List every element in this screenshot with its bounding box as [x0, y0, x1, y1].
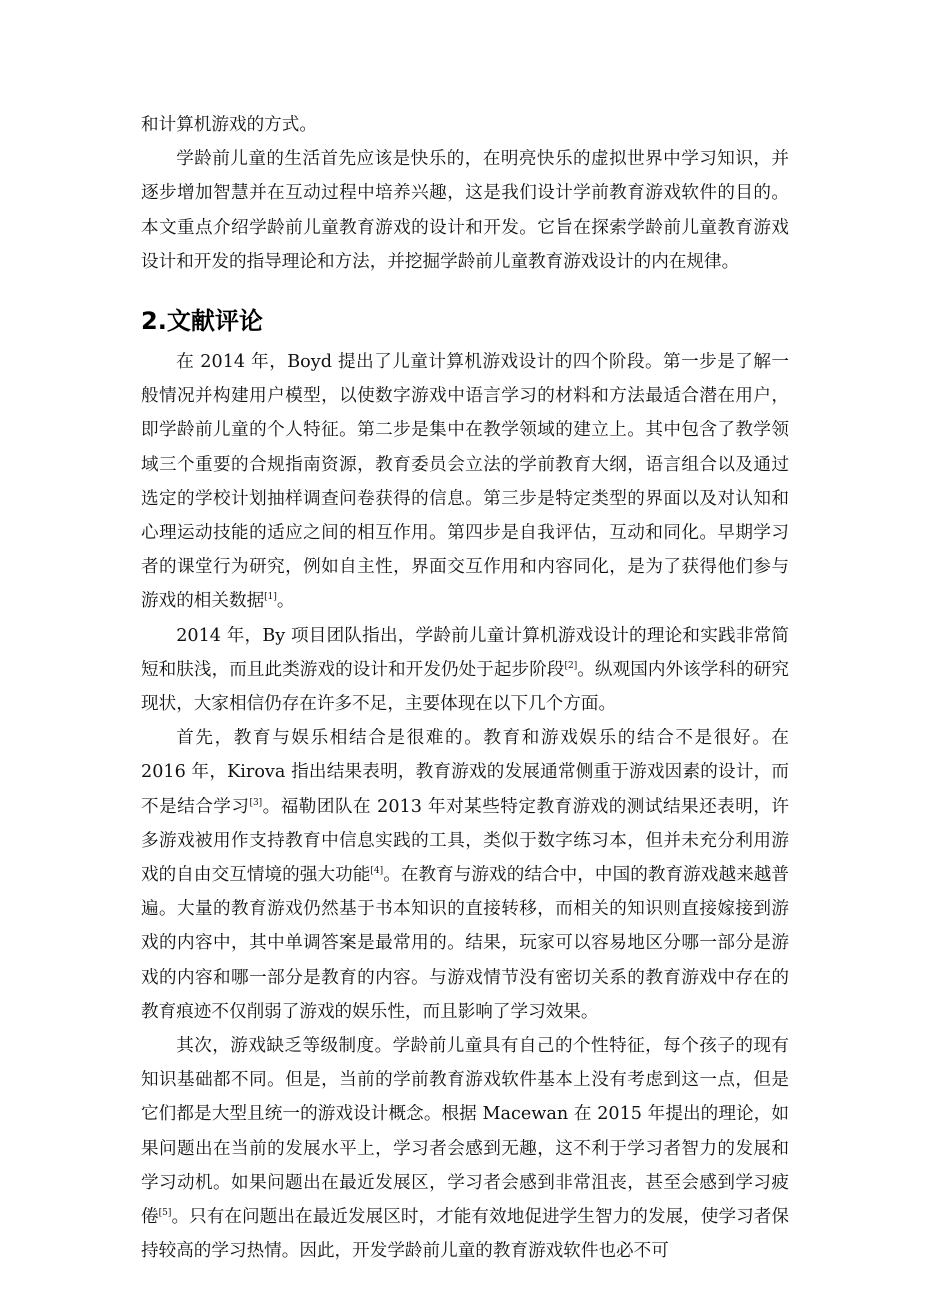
paragraph-boyd	[141, 345, 789, 619]
paragraph-text: 。福勒团队在 2013 年对某些特定教育游戏的测试结果还表明，许多游戏被用作支持教育中信息实践的工具，类似于数字练习本，但并未充分利用游戏的自由交互情境的强大功能	[141, 796, 789, 886]
citation-ref-5: [5]	[158, 1208, 172, 1219]
citation-ref-1: [1]	[264, 592, 277, 603]
citation-ref-2: [2]	[564, 660, 578, 671]
paragraph-text: 。只有在问题出在最近发展区时，才能有效地促进学生智力的发展，使学习者保持较高的学习热情。因此，开发学龄前儿童的教育游戏软件也必不可	[141, 1207, 789, 1262]
paragraph-intro: 学龄前儿童的生活首先应该是快乐的，在明亮快乐的虚拟世界中学习知识，并逐步增加智慧并在互动过程中培养兴趣，这是我们设计学前教育游戏软件的目的。本文重点介绍学龄前儿童教育游戏的设计和开发。它旨在探索学龄前儿童教育游戏设计和开发的指导理论和方法，并挖掘学龄前儿童教育游戏设计的内在规律。	[141, 149, 789, 272]
paragraph-text: 在 2014 年，Boyd 提出了儿童计算机游戏设计的四个阶段。第一步是了解一般情况并构建用户模型，以使数字游戏中语言学习的材料和方法最适合潜在用户，即学龄前儿童的个人特征。第二步是集中在教学领域的建立上。其中包含了教学领域三个重要的合规指南资源，教育委员会立法的学前教育大纲，语言组合以及通过选定的学校计划抽样调查问卷获得的信息。第三步是特定类型的界面以及对认知和心理运动技能的适应之间的相互作用。第四步是自我评估，互动和同化。早期学习者的课堂行为研究，例如自主性，界面交互作用和内容同化，是为了获得他们参与游戏的相关数据	[141, 352, 789, 612]
paragraph-text: 。在教育与游戏的结合中，中国的教育游戏越来越普遍。大量的教育游戏仍然基于书本知识的直接转移，而相关的知识则直接嫁接到游戏的内容中，其中单调答案是最常用的。结果，玩家可以容易地区分哪一部分是游戏的内容和哪一部分是教育的内容。与游戏情节没有密切关系的教育游戏中存在的教育痕迹不仅削弱了游戏的娱乐性，而且影响了学习效果。	[141, 865, 789, 1022]
paragraph-continuation: 和计算机游戏的方式。	[141, 115, 317, 135]
paragraph-text: 。	[276, 591, 295, 612]
paragraph-text: 其次，游戏缺乏等级制度。学龄前儿童具有自己的个性特征，每个孩子的现有知识基础都不同。但是，当前的学前教育游戏软件基本上没有考虑到这一点，但是它们都是大型且统一的游戏设计概念。根据 Macewan 在 2015 年提出的理论，如果问题出在当前的发展水平上，学习者会感到无趣，这不利于学习者智力的发展和学习动机。如果问题出在最近发展区，学习者会感到非常沮丧，甚至会感到学习疲倦	[141, 1036, 789, 1228]
citation-ref-4: [4]	[370, 866, 384, 877]
section-heading: 2.文献评论	[141, 307, 263, 336]
paragraph-text: 首先，教育与娱乐相结合是很难的。教育和游戏娱乐的结合不是很好。在 2016 年，Kirova 指出结果表明，教育游戏的发展通常侧重于游戏因素的设计，而不是结合学习	[141, 728, 789, 817]
paragraph-text: 2014 年，By 项目团队指出，学龄前儿童计算机游戏设计的理论和实践非常简短和肤浅，而且此类游戏的设计和开发仍处于起步阶段	[141, 625, 789, 680]
citation-ref-3: [3]	[249, 797, 263, 808]
paragraph-first-issue	[141, 721, 789, 1029]
document-page	[141, 108, 789, 1269]
paragraph-by-team	[141, 619, 789, 722]
paragraph-second-issue	[141, 1029, 789, 1268]
paragraph-text: 。纵观国内外该学科的研究现状，大家相信仍存在许多不足，主要体现在以下几个方面。	[141, 659, 789, 715]
